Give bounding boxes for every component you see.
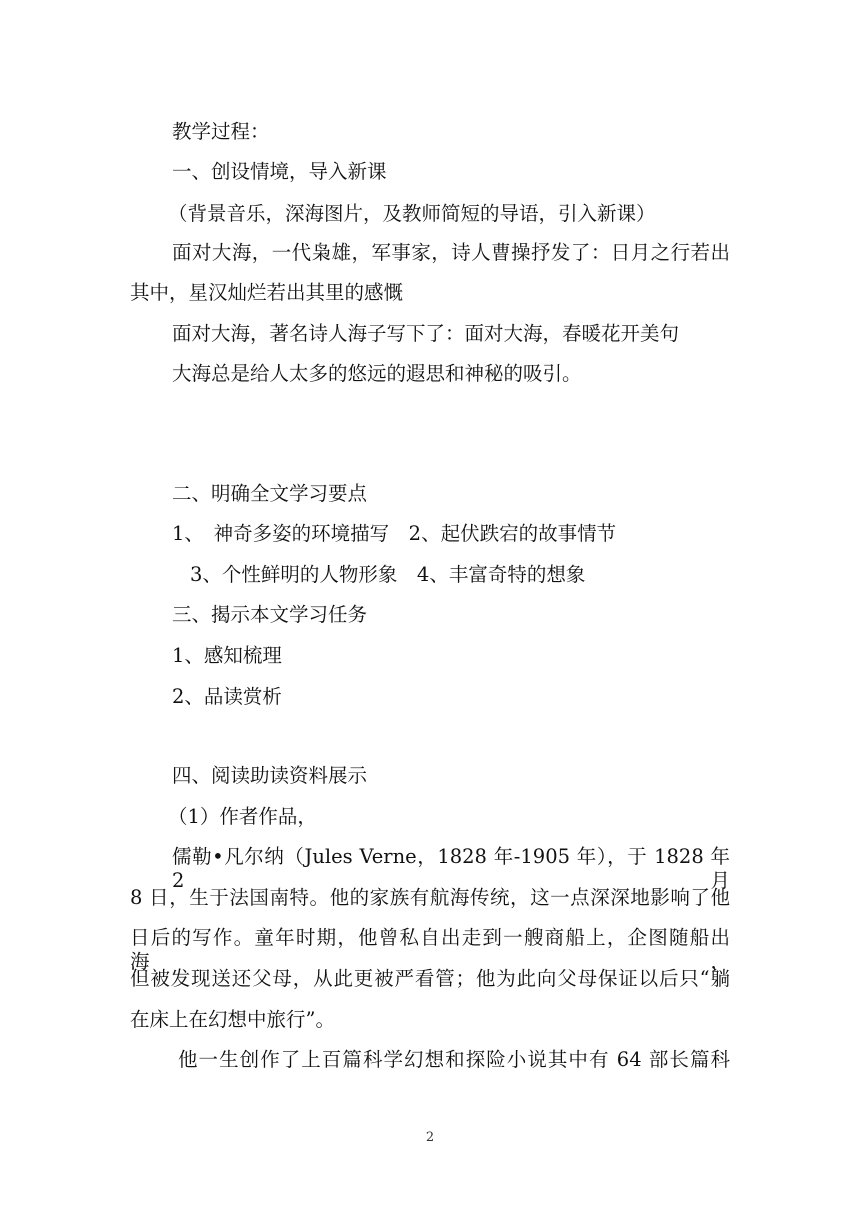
caocao-paragraph-line-2: 其中，星汉灿烂若出其里的感慨 [130,281,404,304]
bio-line-3: 日后的写作。童年时期，他曾私自出走到一艘商船上，企图随船出海， [130,926,730,973]
section-2-title: 二、明确全文学习要点 [172,482,368,505]
author-works-subheading: （1）作者作品， [168,805,317,828]
bio-line-2: 8 日，生于法国南特。他的家族有航海传统，这一点深深地影响了他 [130,886,730,909]
key-points-line-1: 1、 神奇多姿的环境描写 2、起伏跌宕的故事情节 [172,522,617,545]
section-1-note: （背景音乐，深海图片，及教师简短的导语，引入新课） [168,202,656,225]
task-1: 1、感知梳理 [172,644,282,667]
section-1-title: 一、创设情境，导入新课 [172,160,387,183]
works-line-1: 他一生创作了上百篇科学幻想和探险小说其中有 64 部长篇科 [178,1048,730,1071]
section-4-title: 四、阅读助读资料展示 [172,764,368,787]
section-3-title: 三、揭示本文学习任务 [172,603,368,626]
sea-paragraph: 大海总是给人太多的悠远的遐思和神秘的吸引。 [172,362,582,385]
bio-line-4: 但被发现送还父母，从此更被严看管；他为此向父母保证以后只“躺 [130,967,730,990]
bio-line-1: 儒勒•凡尔纳（Jules Verne，1828 年-1905 年），于 1828 年 2 月 [172,845,730,892]
page-number: 2 [425,1130,435,1145]
bio-line-5: 在床上在幻想中旅行”。 [130,1008,335,1031]
haizi-paragraph: 面对大海，著名诗人海子写下了：面对大海，春暖花开美句 [172,322,680,345]
teaching-process-heading: 教学过程： [172,120,270,143]
task-2: 2、品读赏析 [172,685,282,708]
caocao-paragraph-line-1: 面对大海，一代枭雄，军事家，诗人曹操抒发了：日月之行若出 [172,241,730,264]
key-points-line-2: 3、个性鲜明的人物形象 4、丰富奇特的想象 [190,563,586,586]
